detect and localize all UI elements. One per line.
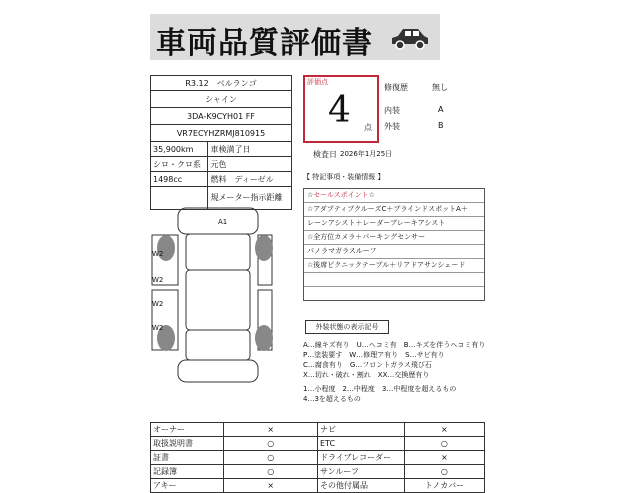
vehicle-displacement: 1498cc <box>151 172 208 187</box>
equipment-row <box>151 451 485 465</box>
score-value: 4 <box>328 90 351 131</box>
note-item: ☆後席ピクニックテーブル＋リアドアサンシェード <box>304 259 484 273</box>
notes-header: 【 特記事項・装備情報 】 <box>303 173 385 181</box>
equipment-value: トノカバー <box>404 479 484 493</box>
legend-line: A…線キズ有り U…ヘコミ有 B…キズを伴うヘコミ有り <box>303 341 486 349</box>
inspection-date: 2026年1月25日 <box>340 150 393 158</box>
exterior-value: B <box>438 121 444 130</box>
legend-title: 外装状態の表示記号 <box>305 320 389 334</box>
equipment-label: 取扱説明書 <box>151 437 224 451</box>
vehicle-color: シロ・クロ系 <box>151 157 208 172</box>
note-item <box>304 273 484 287</box>
equipment-label: 証書 <box>151 451 224 465</box>
fuel-label: 燃料 <box>210 174 227 184</box>
score-unit: 点 <box>364 123 372 132</box>
vehicle-year: R3.12 <box>185 78 209 88</box>
legend-line: X…切れ・破れ・割れ XX…交換歴有り <box>303 371 430 379</box>
equipment-value: × <box>404 423 484 437</box>
equipment-value: ○ <box>224 437 318 451</box>
interior-value: A <box>438 105 444 114</box>
fuel-value: ディーゼル <box>234 174 274 184</box>
vehicle-name: ベルランゴ <box>216 78 257 88</box>
equipment-label: サンルーフ <box>317 465 404 479</box>
equipment-value: ○ <box>224 465 318 479</box>
equipment-value: × <box>224 423 318 437</box>
vehicle-grade: シャイン <box>151 91 292 108</box>
exterior-label: 外装 <box>384 122 400 131</box>
equipment-label: ナビ <box>317 423 404 437</box>
repair-label: 修復歴 <box>384 83 408 92</box>
vehicle-vin: VR7ECYHZRMJ810915 <box>151 125 292 142</box>
legend-line: P…塗装要す W…修理ア有り S…サビ有り <box>303 351 445 359</box>
equipment-value: × <box>404 451 484 465</box>
note-item: ☆全方位カメラ＋パーキングセンサー <box>304 231 484 245</box>
equipment-label: ETC <box>317 437 404 451</box>
vehicle-info-table <box>150 75 292 210</box>
equipment-label: アキー <box>151 479 224 493</box>
legend-size: 4…3を超えるもの <box>303 395 361 403</box>
interior-label: 内装 <box>384 106 400 115</box>
car-damage-diagram <box>148 200 298 400</box>
equipment-row <box>151 437 485 451</box>
equipment-label: ドライブレコーダー <box>317 451 404 465</box>
repair-value: 無し <box>432 83 448 92</box>
mileage-label: 車検満了日 <box>208 142 292 157</box>
legend-size: 1…小程度 2…中程度 3…中程度を超えるもの <box>303 385 457 393</box>
note-item: レーンアシスト＋レーダーブレーキアシスト <box>304 217 484 231</box>
legend-line: C…腐食有り G…フロントガラス飛び石 <box>303 361 432 369</box>
equipment-value: ○ <box>404 437 484 451</box>
equipment-value: × <box>224 479 318 493</box>
diagram-label: W2 <box>152 250 164 258</box>
equipment-label: その他付属品 <box>317 479 404 493</box>
car-icon <box>390 24 430 52</box>
notes-box <box>303 188 485 301</box>
equipment-label: オーナー <box>151 423 224 437</box>
diagram-label: W2 <box>152 300 164 308</box>
meter-label: 規メーター指示距離 <box>208 187 292 210</box>
note-item <box>304 287 484 300</box>
note-item: ☆アダプティブクルーズC＋ブラインドスポットA＋ <box>304 203 484 217</box>
equipment-row <box>151 423 485 437</box>
score-label: 評価点 <box>307 78 328 86</box>
vehicle-model-code: 3DA-K9CYH01 FF <box>151 108 292 125</box>
equipment-table <box>150 422 485 493</box>
equipment-value: ○ <box>404 465 484 479</box>
equipment-label: 記録簿 <box>151 465 224 479</box>
equipment-row <box>151 479 485 493</box>
page-title: 車両品質評価書 <box>156 26 373 61</box>
vehicle-mileage: 35,900km <box>151 142 208 157</box>
diagram-label: A1 <box>218 218 228 226</box>
color-label: 元色 <box>208 157 292 172</box>
sales-point-row: ☆セールスポイント☆ <box>304 189 484 203</box>
equipment-value: ○ <box>224 451 318 465</box>
diagram-label: W2 <box>152 276 164 284</box>
equipment-row <box>151 465 485 479</box>
note-item: パノラマガラスルーフ <box>304 245 484 259</box>
diagram-label: W2 <box>152 324 164 332</box>
sales-point-label: セールスポイント <box>313 191 369 199</box>
inspection-label: 検査日 <box>313 150 337 159</box>
